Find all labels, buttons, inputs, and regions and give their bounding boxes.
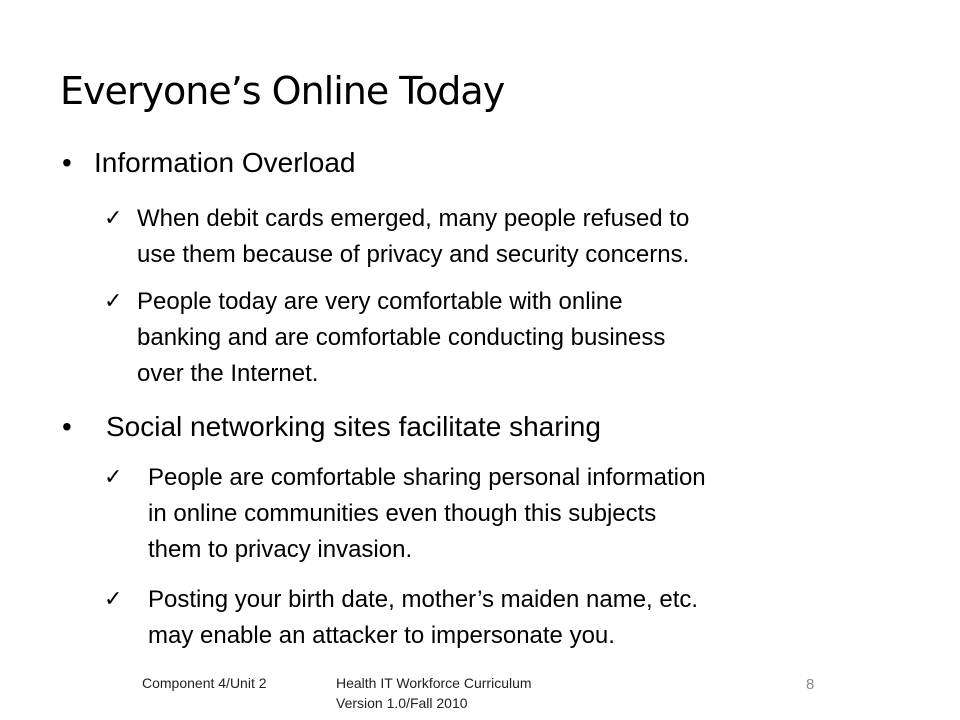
check-item-posting-birth-date — [104, 582, 924, 656]
bullet-marker: • — [62, 147, 72, 178]
footer-component-unit: Component 4/Unit 2 — [142, 675, 267, 691]
footer-curriculum-version: Health IT Workforce Curriculum Version 1.0/Fall 2010 — [336, 675, 532, 711]
check-item-online-banking — [104, 284, 864, 392]
check-item-text: People today are very comfortable with online banking and are comfortable conducting business over the Internet. — [137, 288, 666, 387]
checkmark-icon: ✓ — [104, 587, 123, 612]
check-item-sharing-personal-info — [104, 460, 924, 570]
check-item-text: When debit cards emerged, many people refused to use them because of privacy and security concerns. — [137, 205, 690, 268]
slide-title: Everyone’s Online Today — [60, 69, 505, 113]
check-item-text: People are comfortable sharing personal information in online communities even though this subjects them to privacy invasion. — [148, 464, 706, 563]
bullet-marker: • — [62, 411, 72, 442]
bullet-text: Social networking sites facilitate sharing — [106, 411, 601, 442]
checkmark-icon: ✓ — [104, 465, 123, 490]
bullet-social-networking — [62, 410, 822, 450]
checkmark-icon: ✓ — [104, 289, 123, 314]
checkmark-icon: ✓ — [104, 206, 123, 231]
bullet-information-overload — [62, 146, 562, 186]
check-item-debit-cards — [104, 201, 864, 273]
page-number: 8 — [806, 676, 815, 693]
check-item-text: Posting your birth date, mother’s maiden name, etc. may enable an attacker to impersonate you. — [148, 586, 699, 649]
bullet-text: Information Overload — [94, 147, 356, 178]
